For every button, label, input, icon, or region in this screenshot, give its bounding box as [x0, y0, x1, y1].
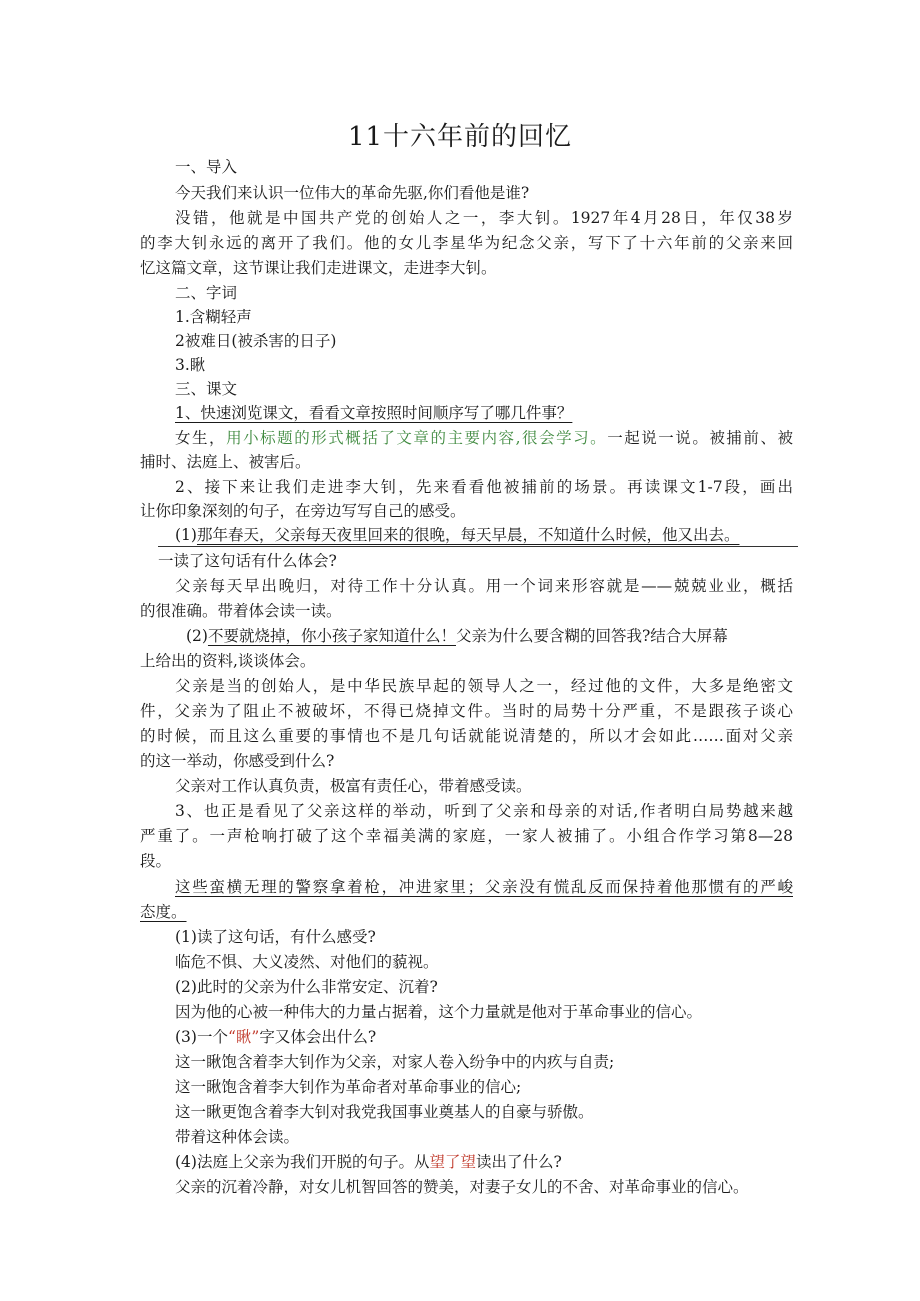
question-1: 1、快速浏览课文，看看文章按照时间顺序写了哪几件事？ — [175, 404, 573, 422]
reading-answer: 临危不惧、大义凌然、对他们的藐视。 — [175, 953, 439, 971]
paragraph-line: 今天我们来认识一位伟大的革命先驱,你们看他是谁? — [175, 184, 530, 202]
vocab-item: 3.瞅 — [175, 356, 206, 374]
section-heading-vocab: 二、字词 — [175, 284, 238, 302]
answer-1-prefix: 女生， — [175, 429, 227, 447]
answer-1-line — [175, 428, 793, 448]
reading-question — [175, 1027, 376, 1047]
paragraph-line: 一读了这句话有什么体会? — [158, 552, 337, 570]
vocab-item: 1.含糊轻声 — [175, 308, 252, 326]
paragraph-line: 父亲对工作认真负责，极富有责任心，带着感受读。 — [175, 777, 532, 795]
underline-rule — [158, 546, 798, 547]
paragraph-line: 严重了。一声枪响打破了这个幸福美满的家庭，一家人被捕了。小组合作学习第8—28 — [140, 827, 793, 845]
reading-question-suffix: 读出了什么? — [475, 1153, 562, 1171]
sentence-2-number: (2) — [186, 627, 208, 645]
quoted-sentence: 态度。 — [140, 903, 187, 921]
sentence-2-text: 不要就烧掉，你小孩子家知道什么！ — [207, 627, 456, 645]
paragraph-line: 的这一举动，你感受到什么? — [140, 752, 335, 770]
paragraph-line: 件，父亲为了阻止不被破坏，不得已烧掉文件。当时的局势十分严重，不是跟孩子谈心 — [140, 702, 793, 720]
paragraph-line: 段。 — [140, 852, 172, 870]
reading-answer: 这一瞅更饱含着李大钊对我党我国事业奠基人的自豪与骄傲。 — [175, 1103, 594, 1121]
reading-question-prefix: (4)法庭上父亲为我们开脱的句子。从 — [175, 1153, 430, 1171]
paragraph-line: 父亲每天早出晚归，对待工作十分认真。用一个词来形容就是——兢兢业业，概括 — [175, 577, 793, 595]
sentence-1-number: (1) — [175, 526, 197, 544]
highlighted-word: 望了望 — [429, 1153, 476, 1171]
reading-question-prefix: (3)一个 — [175, 1028, 228, 1046]
reading-answer: 这一瞅饱含着李大钊作为父亲，对家人卷入纷争中的内疚与自责; — [175, 1053, 615, 1071]
paragraph-line: 让你印象深刻的句子，在旁边写写自己的感受。 — [140, 502, 466, 520]
vocab-item: 2被难日(被杀害的日子) — [175, 332, 337, 350]
reading-question — [175, 1152, 562, 1172]
reading-answer: 这一瞅饱含着李大钊作为革命者对革命事业的信心; — [175, 1078, 522, 1096]
section-heading-text: 三、课文 — [175, 380, 238, 398]
paragraph-line: 上给出的资料,谈谈体会。 — [140, 652, 316, 670]
paragraph-line: 忆这篇文章，这节课让我们走进课文，走进李大钊。 — [140, 259, 497, 277]
reading-answer: 带着这种体会读。 — [175, 1128, 300, 1146]
quoted-sentence: 这些蛮横无理的警察拿着枪，冲进家里；父亲没有慌乱反而保持着他那惯有的严峻 — [175, 878, 793, 896]
paragraph-line: 没错，他就是中国共产党的创始人之一，李大钊。1927年4月28日，年仅38岁 — [175, 209, 793, 227]
reading-question: (2)此时的父亲为什么非常安定、沉着? — [175, 978, 438, 996]
reading-answer: 父亲的沉着冷静，对女儿机智回答的赞美，对妻子女儿的不舍、对革命事业的信心。 — [175, 1178, 749, 1196]
highlighted-word: “瞅” — [227, 1028, 260, 1046]
paragraph-line: 捕时、法庭上、被害后。 — [140, 453, 311, 471]
section-heading-intro: 一、导入 — [175, 158, 238, 176]
paragraph-line: 2、接下来让我们走进李大钊，先来看看他被捕前的场景。再读课文1-7段，画出 — [175, 478, 793, 496]
sentence-2 — [186, 626, 728, 646]
paragraph-line: 父亲是当的创始人，是中华民族早起的领导人之一，经过他的文件，大多是绝密文 — [175, 677, 793, 695]
paragraph-line: 的时候，而且这么重要的事情也不是几句话就能说清楚的，所以才会如此……面对父亲 — [140, 727, 793, 745]
paragraph-line: 3、也正是看见了父亲这样的举动，听到了父亲和母亲的对话,作者明白局势越来越 — [175, 802, 793, 820]
sentence-2-question: 父亲为什么要含糊的回答我?结合大屏幕 — [455, 627, 728, 645]
reading-question: (1)读了这句话，有什么感受? — [175, 928, 376, 946]
reading-question-suffix: 字又体会出什么? — [259, 1028, 377, 1046]
paragraph-line: 的很准确。带着体会读一读。 — [140, 602, 342, 620]
paragraph-line: 的李大钊永远的离开了我们。他的女儿李星华为纪念父亲，写下了十六年前的父亲来回 — [140, 234, 793, 252]
sentence-1 — [175, 525, 739, 545]
page-title: 11十六年前的回忆 — [347, 122, 573, 152]
reading-answer: 因为他的心被一种伟大的力量占据着，这个力量就是他对于革命事业的信心。 — [175, 1003, 703, 1021]
answer-1-suffix: 一起说一说。被捕前、被 — [607, 429, 793, 447]
sentence-1-text: 那年春天，父亲每天夜里回来的很晚，每天早晨，不知道什么时候，他又出去。 — [196, 526, 740, 544]
teacher-comment: 用小标题的形式概括了文章的主要内容,很会学习。 — [226, 429, 608, 447]
